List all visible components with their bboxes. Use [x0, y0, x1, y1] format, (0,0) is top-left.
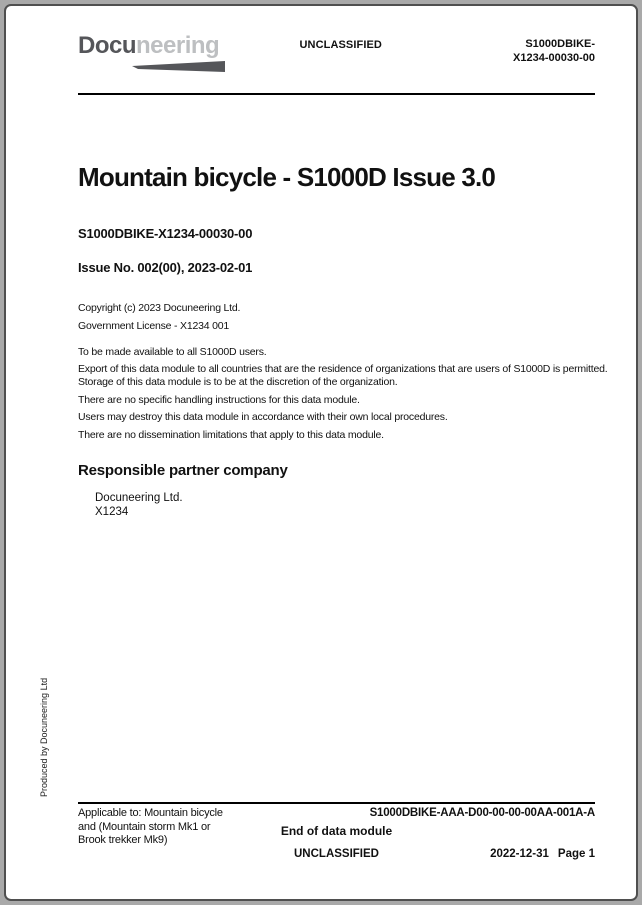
produced-by-note: Produced by Docuneering Ltd: [39, 677, 49, 797]
handling-notice: There are no specific handling instructions for this data module.: [78, 393, 360, 406]
responsible-partner-company: Docuneering Ltd.: [95, 492, 183, 504]
applicability-line2: and (Mountain storm Mk1 or: [78, 820, 211, 833]
footer-date: 2022-12-31: [490, 848, 549, 860]
page-title: Mountain bicycle - S1000D Issue 3.0: [78, 162, 496, 192]
docuneering-logo: [78, 33, 256, 72]
footer-bottom-line: [78, 848, 595, 860]
logo-wordmark: [78, 33, 256, 59]
responsible-partner-heading: Responsible partner company: [78, 462, 288, 479]
footer-date-page: [490, 848, 595, 860]
logo-prefix: Docu: [78, 32, 136, 59]
license-notice: Government License - X1234 001: [78, 319, 230, 332]
header-dmc-line2: X1234-00030-00: [513, 52, 596, 64]
responsible-partner-details: [95, 492, 183, 519]
header-dmc-line1: S1000DBIKE-: [525, 38, 596, 50]
footer-classification: UNCLASSIFIED: [294, 848, 379, 860]
availability-notice: To be made available to all S1000D users.: [78, 345, 267, 358]
issue-info: Issue No. 002(00), 2023-02-01: [78, 260, 253, 275]
document-page: [4, 4, 638, 901]
dissemination-notice: There are no dissemination limitations that apply to this data module.: [78, 428, 384, 441]
copyright-notice: Copyright (c) 2023 Docuneering Ltd.: [78, 302, 241, 314]
responsible-partner-code: X1234: [95, 505, 129, 518]
dm-code: S1000DBIKE-X1234-00030-00: [78, 226, 253, 241]
header-classification: UNCLASSIFIED: [299, 39, 382, 51]
logo-suffix: neering: [136, 32, 220, 59]
header-rule: [78, 93, 595, 95]
page-header: [78, 33, 595, 72]
applicability-line3: Brook trekker Mk9): [78, 834, 168, 846]
export-notice: Export of this data module to all countries that are the residence of organizations that are users of S1000D is permitted. Storage of this data module is to be at the discretion of the organization.: [78, 363, 608, 388]
footer-page-number: Page 1: [557, 848, 595, 860]
destruction-notice: Users may destroy this data module in accordance with their own local procedures.: [78, 411, 448, 423]
notices-block: [78, 302, 610, 446]
footer-dmc: S1000DBIKE-AAA-D00-00-00-00AA-001A-A: [369, 807, 595, 819]
end-of-data-module-note: End of data module: [280, 824, 393, 838]
applicability-line1: Applicable to: Mountain bicycle: [78, 807, 223, 819]
logo-swoosh-icon: [132, 60, 256, 72]
header-dmc: [426, 33, 596, 65]
footer-rule: [78, 802, 595, 804]
